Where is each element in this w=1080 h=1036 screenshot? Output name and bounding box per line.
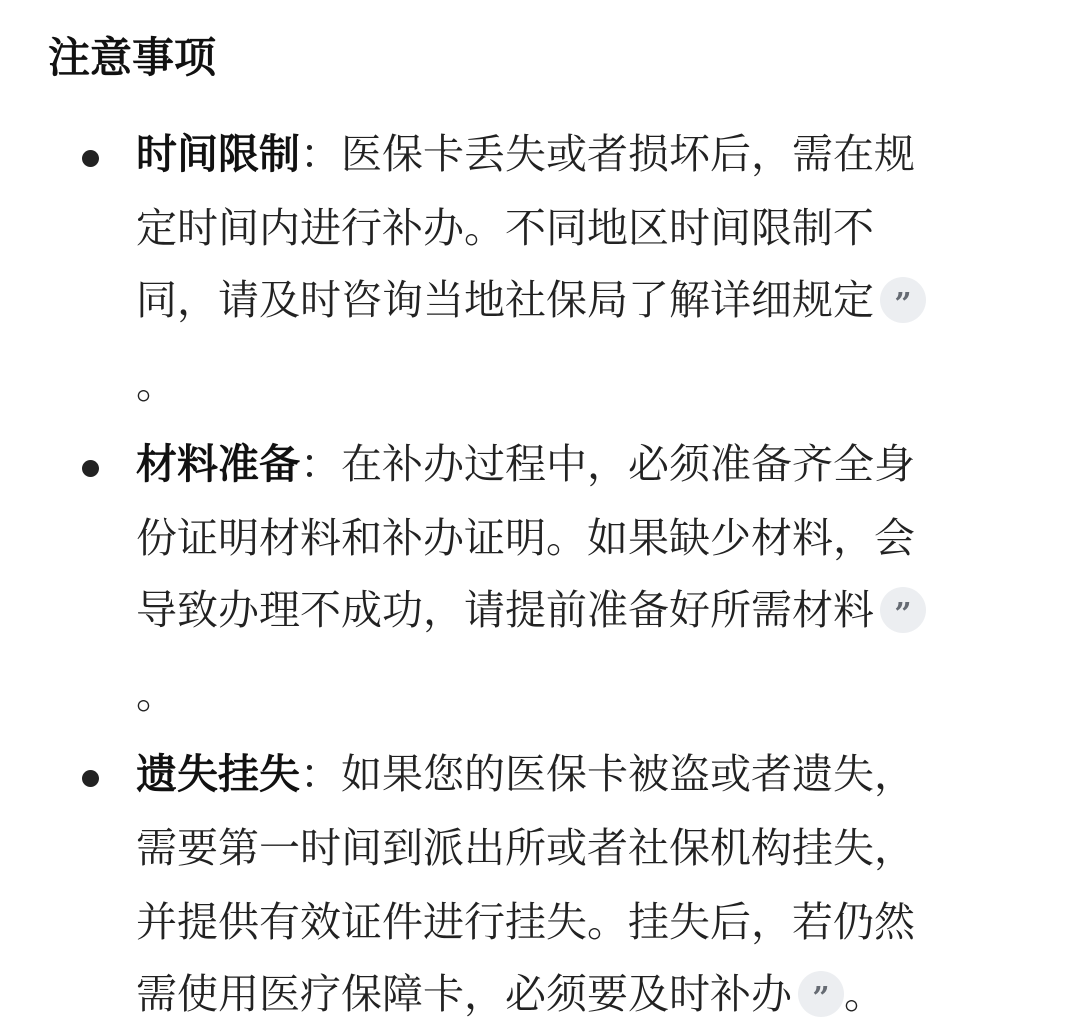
bullet-dot xyxy=(82,770,99,787)
item-line xyxy=(136,666,177,722)
item-term: 材料准备 xyxy=(136,440,300,488)
item-text: 在补办过程中，必须准备齐全身 xyxy=(341,440,915,488)
item-line xyxy=(136,126,915,182)
item-separator: ： xyxy=(300,750,341,798)
item-text: 份证明材料和补办证明。如果缺少材料，会 xyxy=(136,514,915,562)
item-separator: ： xyxy=(300,440,341,488)
item-line xyxy=(136,746,915,802)
item-line xyxy=(136,894,915,950)
item-line xyxy=(136,582,926,638)
citation-quote-icon[interactable]: ” xyxy=(880,587,926,633)
section-heading: 注意事项 xyxy=(48,33,217,82)
item-line xyxy=(136,436,915,492)
citation-quote-icon[interactable]: ” xyxy=(880,277,926,323)
item-line xyxy=(136,820,915,876)
item-line xyxy=(136,966,885,1022)
item-text: 需使用医疗保障卡，必须要及时补办 xyxy=(136,970,792,1018)
item-text: 。 xyxy=(136,670,177,718)
item-term: 时间限制 xyxy=(136,130,300,178)
item-text: 。 xyxy=(136,360,177,408)
item-text: 定时间内进行补办。不同地区时间限制不 xyxy=(136,204,874,252)
item-text: 需要第一时间到派出所或者社保机构挂失， xyxy=(136,824,915,872)
item-line xyxy=(136,200,874,256)
item-line xyxy=(136,356,177,412)
item-line xyxy=(136,510,915,566)
citation-quote-icon[interactable]: ” xyxy=(798,971,844,1017)
item-text: 并提供有效证件进行挂失。挂失后，若仍然 xyxy=(136,898,915,946)
item-line xyxy=(136,272,926,328)
item-text: 同，请及时咨询当地社保局了解详细规定 xyxy=(136,276,874,324)
item-text: 医保卡丢失或者损坏后，需在规 xyxy=(341,130,915,178)
bullet-dot xyxy=(82,460,99,477)
item-text: 。 xyxy=(844,970,885,1018)
item-text: 如果您的医保卡被盗或者遗失， xyxy=(341,750,915,798)
bullet-dot xyxy=(82,150,99,167)
item-term: 遗失挂失 xyxy=(136,750,300,798)
item-separator: ： xyxy=(300,130,341,178)
item-text: 导致办理不成功，请提前准备好所需材料 xyxy=(136,586,874,634)
